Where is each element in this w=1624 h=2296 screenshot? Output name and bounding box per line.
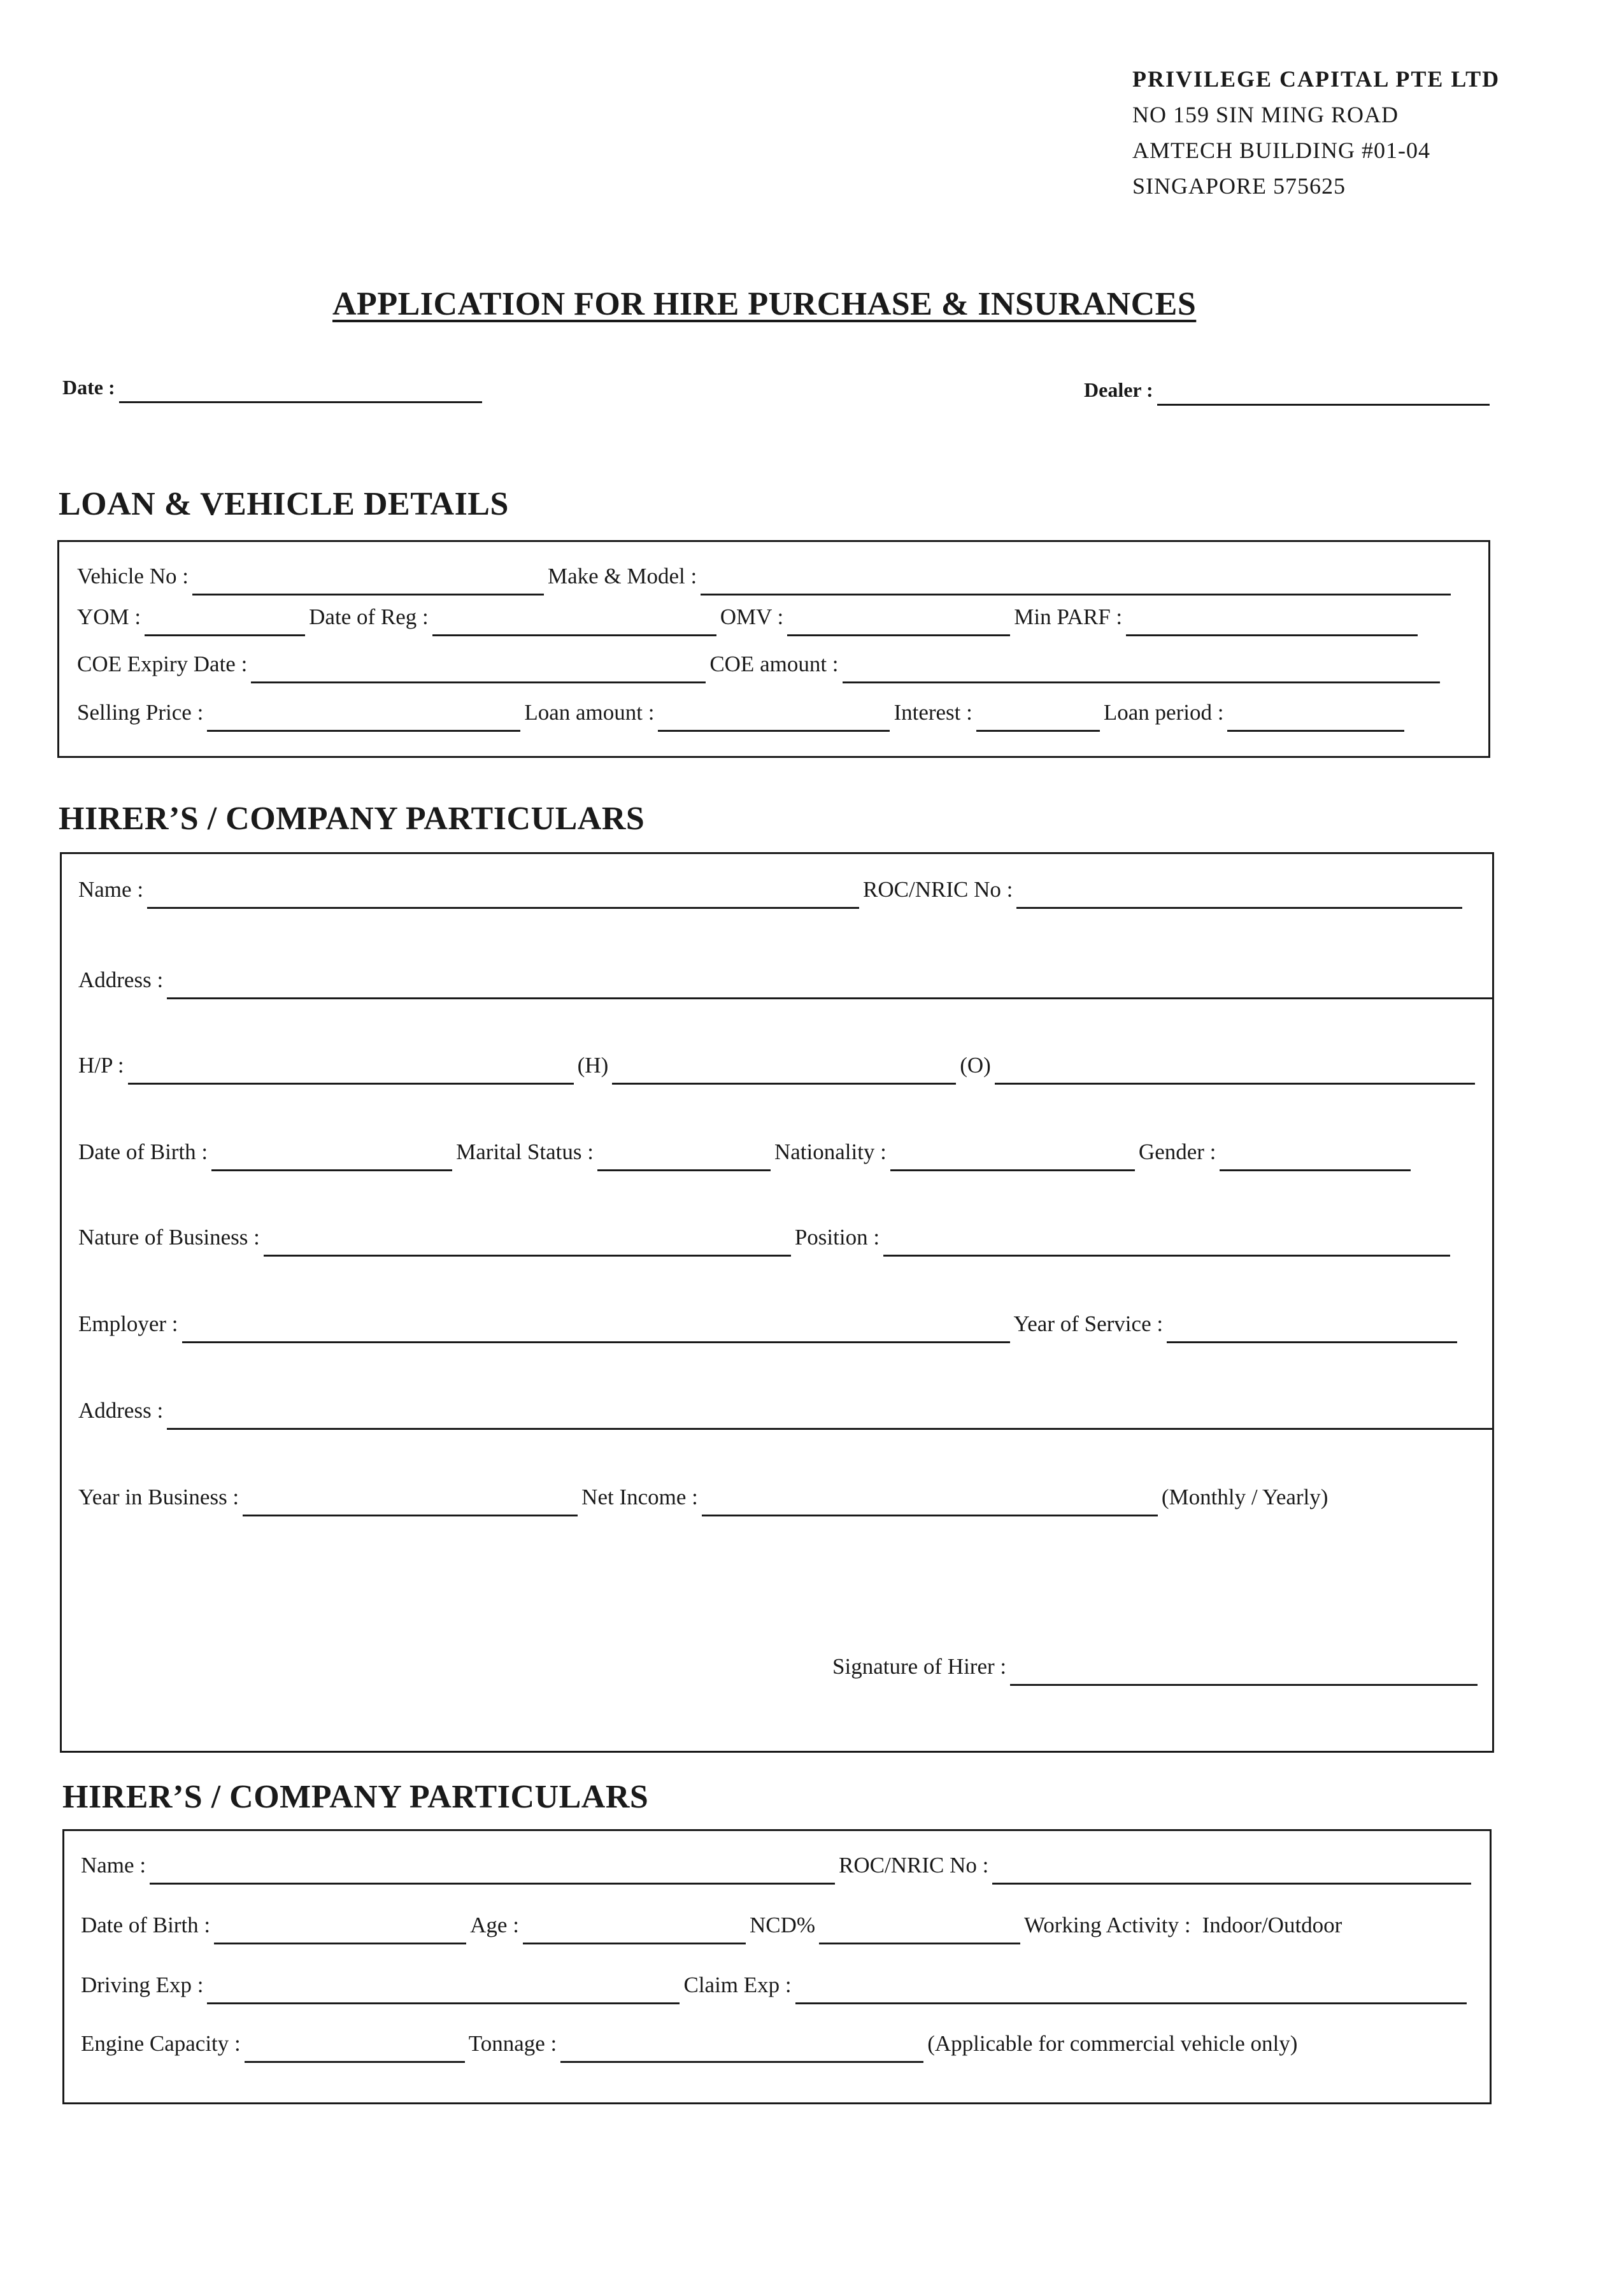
hirer-roc-nric-label: ROC/NRIC No : [863, 877, 1013, 902]
row-name [78, 877, 1466, 909]
hirer-name-input[interactable] [147, 895, 864, 913]
section-title-loan-vehicle: LOAN & VEHICLE DETAILS [59, 486, 509, 522]
coe-expiry-input[interactable] [251, 670, 711, 687]
make-model-label: Make & Model : [547, 564, 697, 588]
age-input[interactable] [523, 1931, 751, 1948]
year-of-service-input[interactable] [1167, 1330, 1462, 1347]
row-vehicle [77, 564, 1455, 595]
nature-of-business-input[interactable] [264, 1243, 796, 1260]
hirer-dob-input[interactable] [211, 1158, 457, 1175]
employer-address-field[interactable] [167, 1411, 1493, 1430]
gender-input[interactable] [1220, 1158, 1416, 1175]
dealer-label: Dealer : [1084, 378, 1153, 401]
office-phone-field[interactable] [995, 1066, 1475, 1085]
row-signature [832, 1654, 1481, 1686]
date-field[interactable] [119, 384, 482, 403]
ncd-field[interactable] [819, 1925, 1020, 1944]
tonnage-field[interactable] [560, 2044, 923, 2063]
section-title-insurance: HIRER’S / COMPANY PARTICULARS [62, 1779, 649, 1815]
row-loan [77, 700, 1408, 732]
row-ins-personal [81, 1913, 1342, 1944]
omv-field[interactable] [787, 617, 1010, 636]
coe-amount-input[interactable] [843, 670, 1445, 687]
vehicle-no-label: Vehicle No : [77, 564, 189, 588]
yom-field[interactable] [145, 617, 305, 636]
make-model-input[interactable] [701, 582, 1456, 599]
nature-of-business-label: Nature of Business : [78, 1225, 260, 1250]
loan-amount-label: Loan amount : [524, 700, 655, 725]
page-title: APPLICATION FOR HIRE PURCHASE & INSURANCES [332, 286, 1197, 322]
min-parf-label: Min PARF : [1014, 604, 1123, 629]
coe-amount-field[interactable] [843, 664, 1440, 683]
row-income [78, 1485, 1328, 1516]
employer-address-label: Address : [78, 1398, 164, 1423]
date-of-reg-field[interactable] [432, 617, 716, 636]
date-of-reg-input[interactable] [432, 623, 722, 640]
min-parf-input[interactable] [1126, 623, 1423, 640]
date-label: Date : [62, 376, 115, 399]
hirer-box [60, 852, 1494, 1753]
interest-label: Interest : [894, 700, 972, 725]
nationality-field[interactable] [890, 1152, 1135, 1171]
year-in-business-input[interactable] [243, 1503, 583, 1520]
ins-name-field[interactable] [150, 1865, 835, 1885]
home-phone-label: (H) [577, 1053, 609, 1078]
company-address-line1: NO 159 SIN MING ROAD [1132, 102, 1399, 127]
net-income-period-note: (Monthly / Yearly) [1161, 1485, 1328, 1509]
employer-label: Employer : [78, 1311, 178, 1336]
driving-exp-input[interactable] [207, 1991, 685, 2008]
row-ins-exp [81, 1972, 1471, 2004]
ins-roc-nric-input[interactable] [992, 1871, 1476, 1888]
ins-roc-nric-field[interactable] [992, 1865, 1471, 1885]
net-income-field[interactable] [702, 1497, 1158, 1516]
selling-price-input[interactable] [207, 718, 525, 736]
employer-address-input[interactable] [167, 1416, 1498, 1434]
row-ins-engine [81, 2031, 1297, 2063]
nationality-input[interactable] [890, 1158, 1140, 1175]
vehicle-no-input[interactable] [192, 582, 549, 599]
engine-capacity-input[interactable] [245, 2050, 470, 2067]
tonnage-input[interactable] [560, 2050, 929, 2067]
nationality-label: Nationality : [774, 1139, 887, 1164]
make-model-field[interactable] [701, 576, 1451, 595]
row-coe [77, 652, 1444, 683]
yom-input[interactable] [145, 623, 310, 640]
yom-label: YOM : [77, 604, 141, 629]
dealer-field[interactable] [1157, 387, 1490, 406]
hirer-name-label: Name : [78, 877, 144, 902]
nature-of-business-field[interactable] [264, 1237, 791, 1257]
company-address-block [1132, 61, 1500, 204]
selling-price-label: Selling Price : [77, 700, 204, 725]
claim-exp-field[interactable] [795, 1985, 1467, 2004]
omv-input[interactable] [787, 623, 1015, 640]
selling-price-field[interactable] [207, 713, 520, 732]
driving-exp-field[interactable] [207, 1985, 680, 2004]
net-income-label: Net Income : [581, 1485, 698, 1509]
row-phones [78, 1053, 1479, 1085]
office-phone-label: (O) [960, 1053, 991, 1078]
age-label: Age : [470, 1913, 519, 1937]
driving-exp-label: Driving Exp : [81, 1972, 204, 1997]
age-field[interactable] [523, 1925, 746, 1944]
signature-label: Signature of Hirer : [832, 1654, 1007, 1679]
marital-status-label: Marital Status : [456, 1139, 594, 1164]
position-label: Position : [794, 1225, 880, 1250]
company-name: PRIVILEGE CAPITAL PTE LTD [1132, 66, 1500, 92]
gender-label: Gender : [1138, 1139, 1216, 1164]
hp-label: H/P : [78, 1053, 124, 1078]
row-employer [78, 1311, 1461, 1343]
position-input[interactable] [883, 1243, 1455, 1260]
section-title-hirer: HIRER’S / COMPANY PARTICULARS [59, 801, 645, 837]
claim-exp-input[interactable] [795, 1991, 1472, 2008]
employer-input[interactable] [182, 1330, 1015, 1347]
dealer-field-group [1084, 378, 1493, 406]
row-ins-name [81, 1853, 1475, 1885]
engine-capacity-label: Engine Capacity : [81, 2031, 241, 2056]
ins-name-label: Name : [81, 1853, 146, 1878]
min-parf-field[interactable] [1126, 617, 1418, 636]
coe-expiry-field[interactable] [251, 664, 706, 683]
loan-vehicle-box [57, 540, 1490, 758]
signature-field[interactable] [1010, 1667, 1478, 1686]
marital-status-input[interactable] [597, 1158, 776, 1175]
ins-dob-field[interactable] [214, 1925, 466, 1944]
engine-capacity-field[interactable] [245, 2044, 465, 2063]
tonnage-note: (Applicable for commercial vehicle only) [927, 2031, 1298, 2056]
loan-period-input[interactable] [1227, 718, 1409, 736]
year-in-business-label: Year in Business : [78, 1485, 239, 1509]
hp-input[interactable] [128, 1071, 579, 1088]
row-employer-address [78, 1398, 1497, 1430]
hp-field[interactable] [128, 1066, 574, 1085]
ncd-label: NCD% [749, 1913, 816, 1937]
loan-period-label: Loan period : [1103, 700, 1224, 725]
company-address-line3: SINGAPORE 575625 [1132, 173, 1346, 199]
ins-roc-nric-label: ROC/NRIC No : [839, 1853, 989, 1878]
coe-amount-label: COE amount : [709, 652, 839, 676]
ins-name-input[interactable] [150, 1871, 840, 1888]
position-field[interactable] [883, 1237, 1450, 1257]
hirer-dob-field[interactable] [211, 1152, 452, 1171]
omv-label: OMV : [720, 604, 784, 629]
loan-amount-input[interactable] [658, 718, 895, 736]
hirer-address-input[interactable] [167, 986, 1498, 1003]
row-personal [78, 1139, 1414, 1171]
ncd-input[interactable] [819, 1931, 1025, 1948]
year-of-service-label: Year of Service : [1013, 1311, 1164, 1336]
gender-field[interactable] [1220, 1152, 1411, 1171]
ins-dob-label: Date of Birth : [81, 1913, 211, 1937]
date-of-reg-label: Date of Reg : [309, 604, 429, 629]
interest-input[interactable] [976, 718, 1105, 736]
working-activity-label: Working Activity : [1024, 1913, 1191, 1937]
hirer-address-field[interactable] [167, 980, 1493, 999]
dealer-input[interactable] [1157, 391, 1495, 408]
hirer-dob-label: Date of Birth : [78, 1139, 208, 1164]
year-of-service-field[interactable] [1167, 1324, 1457, 1343]
loan-period-field[interactable] [1227, 713, 1404, 732]
working-activity-options[interactable]: Indoor/Outdoor [1202, 1913, 1343, 1937]
company-address-line2: AMTECH BUILDING #01-04 [1132, 138, 1430, 163]
interest-field[interactable] [976, 713, 1100, 732]
hirer-roc-nric-field[interactable] [1016, 890, 1462, 909]
home-phone-input[interactable] [612, 1071, 961, 1088]
claim-exp-label: Claim Exp : [683, 1972, 792, 1997]
row-address [78, 967, 1497, 999]
signature-input[interactable] [1010, 1672, 1483, 1690]
hirer-roc-nric-input[interactable] [1016, 895, 1467, 913]
net-income-input[interactable] [702, 1503, 1163, 1520]
coe-expiry-label: COE Expiry Date : [77, 652, 248, 676]
row-business [78, 1225, 1454, 1257]
loan-amount-field[interactable] [658, 713, 890, 732]
tonnage-label: Tonnage : [468, 2031, 557, 2056]
row-registration [77, 604, 1421, 636]
date-input[interactable] [119, 389, 487, 406]
date-field-group [62, 376, 486, 403]
marital-status-field[interactable] [597, 1152, 771, 1171]
employer-field[interactable] [182, 1324, 1010, 1343]
insurance-box [62, 1829, 1492, 2104]
ins-dob-input[interactable] [214, 1931, 471, 1948]
hirer-name-field[interactable] [147, 890, 859, 909]
vehicle-no-field[interactable] [192, 576, 544, 595]
office-phone-input[interactable] [995, 1071, 1480, 1088]
year-in-business-field[interactable] [243, 1497, 578, 1516]
hirer-address-label: Address : [78, 967, 164, 992]
home-phone-field[interactable] [612, 1066, 956, 1085]
